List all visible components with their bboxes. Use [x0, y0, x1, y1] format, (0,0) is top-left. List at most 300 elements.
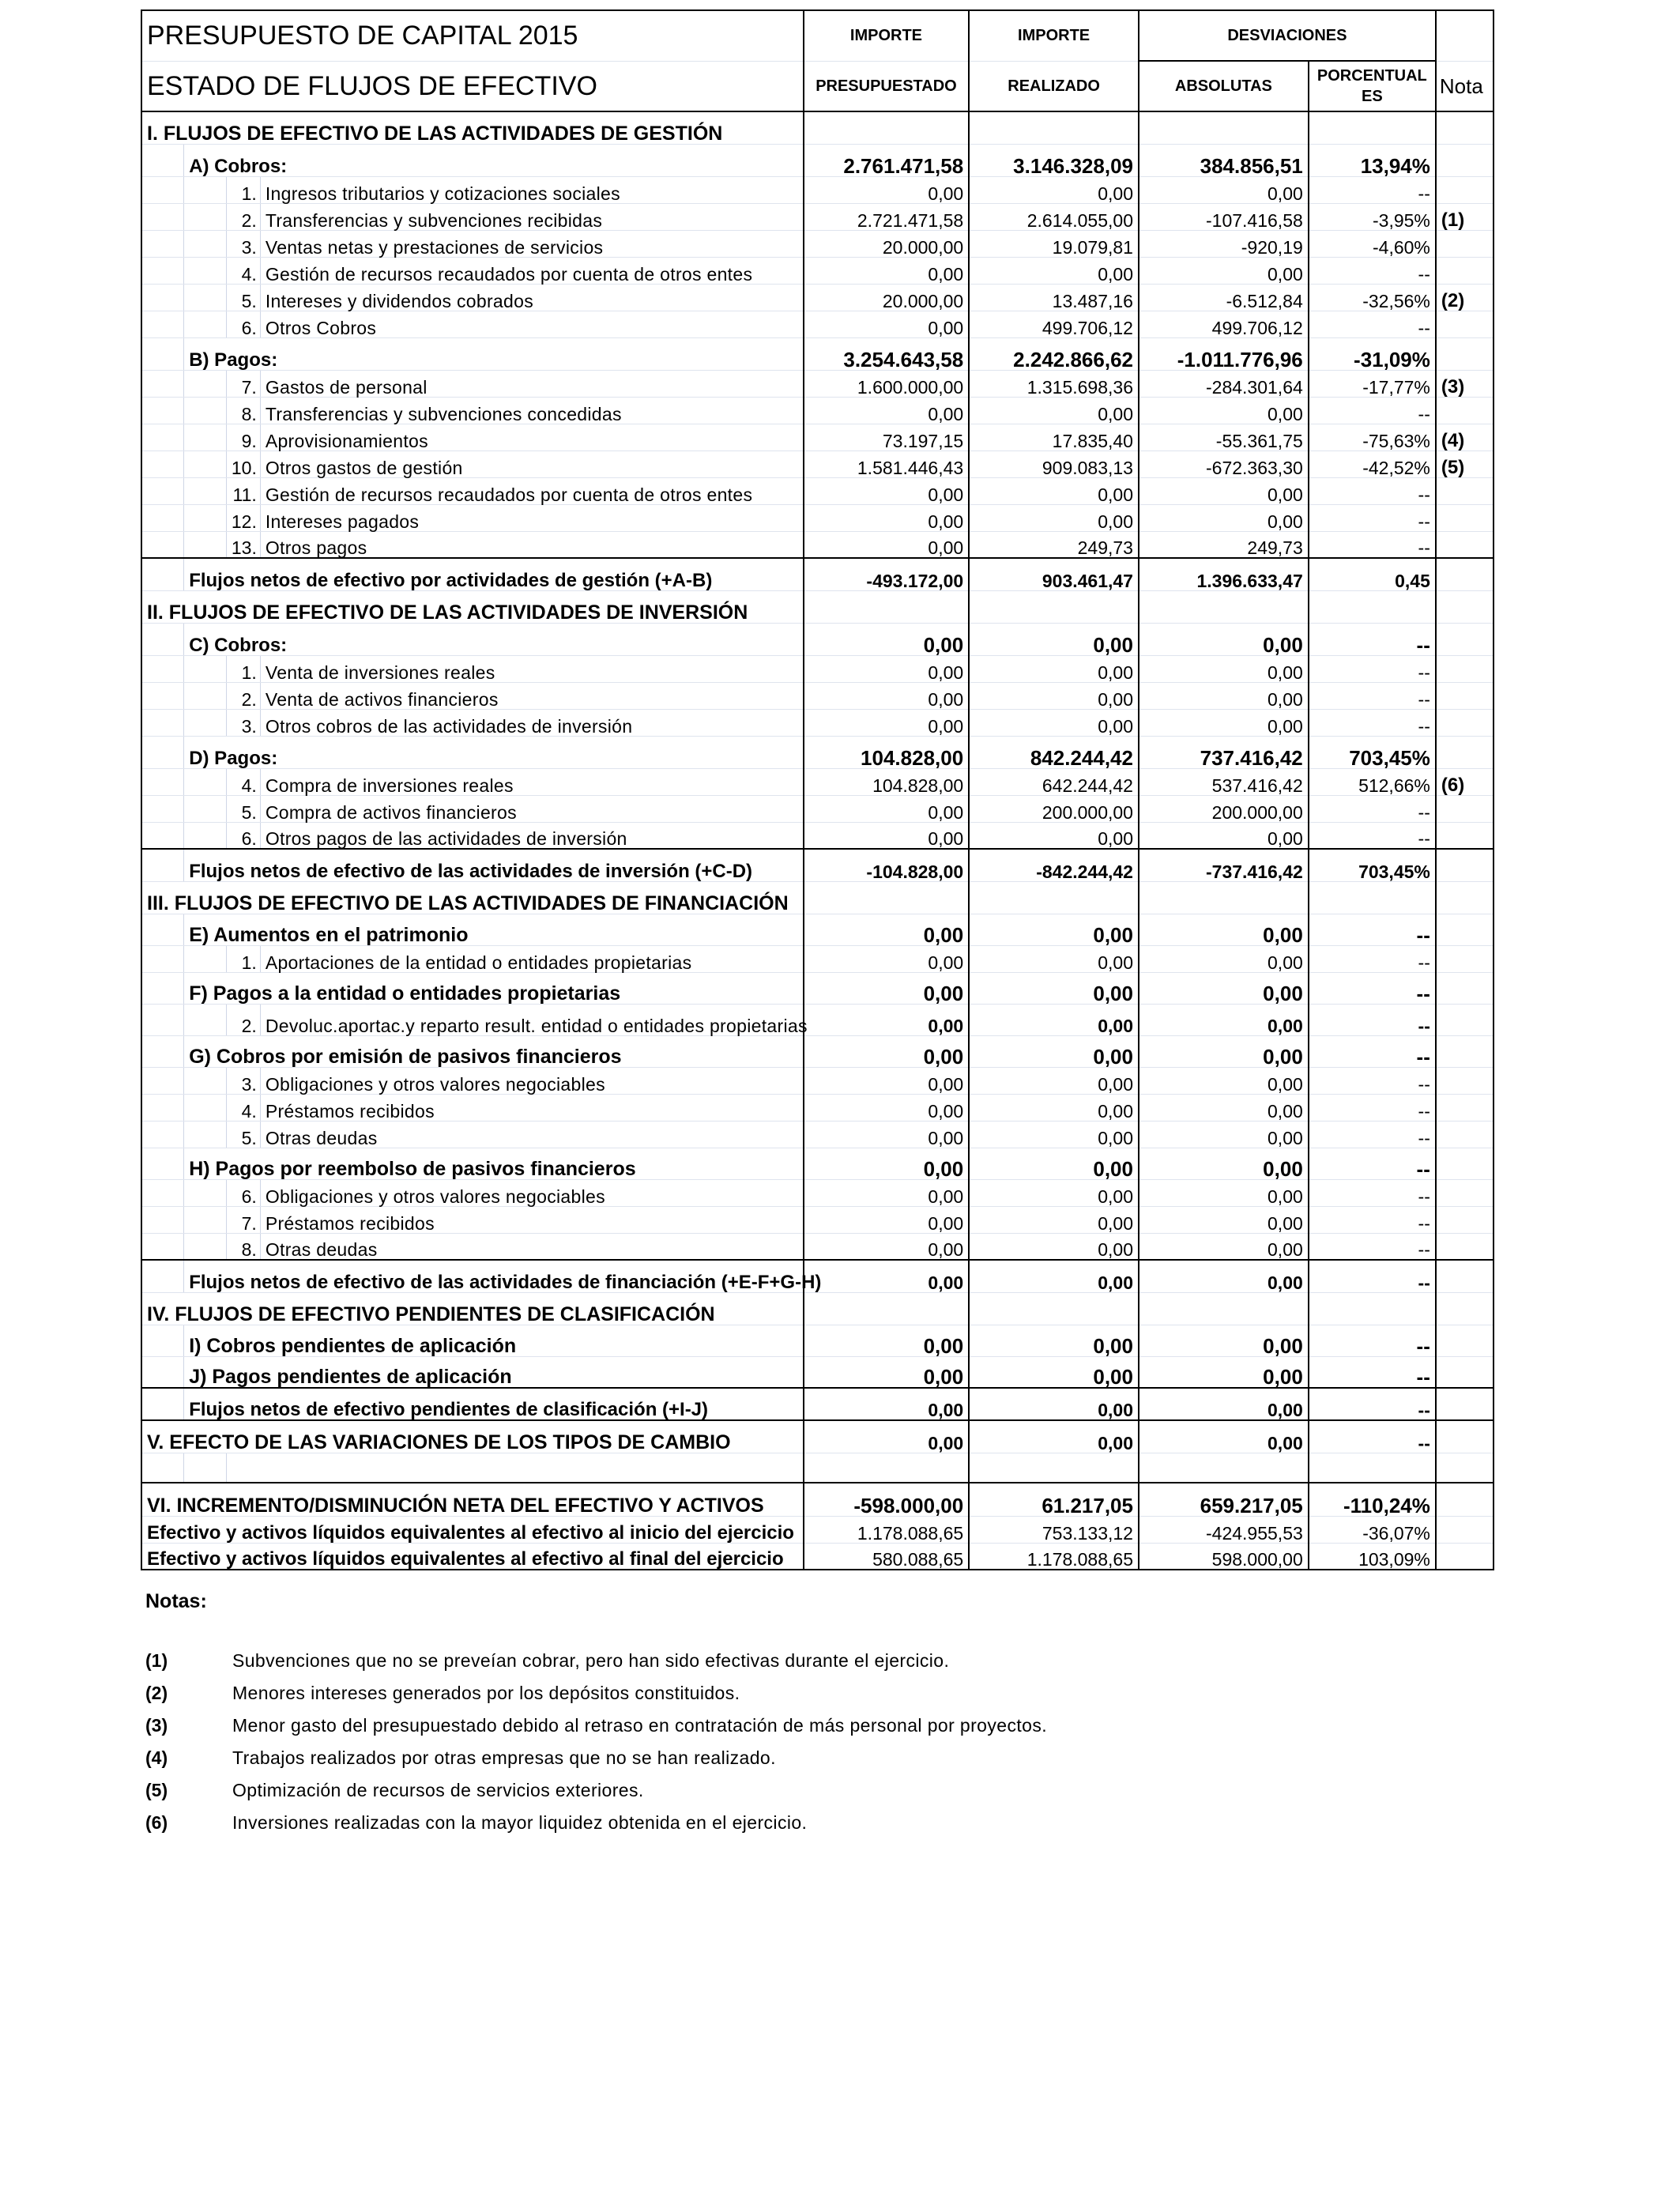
realizado-value: 2.614.055,00: [969, 203, 1139, 230]
presupuestado-value: 0,00: [804, 1420, 969, 1453]
line-number: 8.: [226, 1233, 260, 1260]
note-item: [145, 1677, 1047, 1710]
presupuestado-value: 0,00: [804, 1388, 969, 1420]
nota-ref: [1436, 1067, 1494, 1094]
presupuestado-value: 20.000,00: [804, 230, 969, 257]
absolutas-value: -920,19: [1139, 230, 1309, 257]
header-row-1: [141, 10, 1494, 61]
presupuestado-value: 580.088,65: [804, 1543, 969, 1570]
empty-cell: [1309, 590, 1436, 623]
nota-ref: [1436, 1121, 1494, 1148]
note-number: (3): [145, 1715, 168, 1736]
realizado-value: 0,00: [969, 1420, 1139, 1453]
presupuestado-value: 0,00: [804, 477, 969, 504]
porcentual-value: --: [1309, 397, 1436, 424]
porcentual-value: 512,66%: [1309, 768, 1436, 795]
line-number: 7.: [226, 370, 260, 397]
absolutas-value: 0,00: [1139, 1094, 1309, 1121]
presupuestado-value: 0,00: [804, 1148, 969, 1179]
absolutas-value: -6.512,84: [1139, 284, 1309, 311]
porcentual-value: --: [1309, 1388, 1436, 1420]
row-label: VI. INCREMENTO/DISMINUCIÓN NETA DEL EFECTIVO Y ACTIVOS: [141, 1483, 804, 1516]
nota-ref: [1436, 230, 1494, 257]
row-label: Venta de activos financieros: [260, 682, 803, 709]
presupuestado-value: 0,00: [804, 1356, 969, 1388]
sectionv-row: [141, 1420, 1494, 1453]
section-row: [141, 111, 1494, 144]
absolutas-value: 0,00: [1139, 257, 1309, 284]
nota-header-spacer: [1436, 10, 1494, 61]
absolutas-value: 0,00: [1139, 1121, 1309, 1148]
presupuestado-value: 2.721.471,58: [804, 203, 969, 230]
presupuestado-value: 0,00: [804, 1325, 969, 1356]
porcentual-value: --: [1309, 1356, 1436, 1388]
indent-cell: [141, 1260, 184, 1292]
col-realizado: REALIZADO: [969, 61, 1139, 111]
realizado-value: 0,00: [969, 1233, 1139, 1260]
nota-ref: (5): [1436, 450, 1494, 477]
porcentual-value: --: [1309, 623, 1436, 655]
nota-ref: [1436, 822, 1494, 849]
note-item: [145, 1710, 1047, 1742]
presupuestado-value: 0,00: [804, 655, 969, 682]
row-label: Compra de inversiones reales: [260, 768, 803, 795]
cash-flow-table: [141, 9, 1494, 1570]
note-text: Inversiones realizadas con la mayor liquidez obtenida en el ejercicio.: [232, 1812, 808, 1833]
realizado-value: 0,00: [969, 1035, 1139, 1067]
table-row: [141, 1067, 1494, 1094]
nota-ref: (3): [1436, 370, 1494, 397]
presupuestado-value: 20.000,00: [804, 284, 969, 311]
realizado-value: 0,00: [969, 1094, 1139, 1121]
absolutas-value: 0,00: [1139, 682, 1309, 709]
row-label: Otras deudas: [260, 1233, 803, 1260]
absolutas-value: 0,00: [1139, 1035, 1309, 1067]
table-row: [141, 1004, 1494, 1035]
porcentual-value: --: [1309, 795, 1436, 822]
absolutas-value: 737.416,42: [1139, 736, 1309, 768]
table-row: [141, 1179, 1494, 1206]
porcentual-value: --: [1309, 709, 1436, 736]
realizado-value: 0,00: [969, 1325, 1139, 1356]
empty-cell: [804, 1453, 969, 1483]
indent-cell: [141, 257, 184, 284]
indent-cell: [141, 1356, 184, 1388]
line-number: 4.: [226, 257, 260, 284]
row-label: Otros Cobros: [260, 311, 803, 337]
nota-ref: [1436, 682, 1494, 709]
indent-cell: [184, 1233, 227, 1260]
row-label: Intereses pagados: [260, 504, 803, 531]
realizado-value: 0,00: [969, 1388, 1139, 1420]
indent-cell: [141, 424, 184, 450]
section-title: I. FLUJOS DE EFECTIVO DE LAS ACTIVIDADES DE GESTIÓN: [141, 111, 804, 144]
indent-cell: [141, 972, 184, 1004]
empty-cell: [1139, 111, 1309, 144]
presupuestado-value: 0,00: [804, 1035, 969, 1067]
note-number: (4): [145, 1747, 168, 1768]
empty-cell: [1139, 1292, 1309, 1325]
row-label: Ingresos tributarios y cotizaciones sociales: [260, 176, 803, 203]
line-number: 1.: [226, 945, 260, 972]
line-number: 5.: [226, 1121, 260, 1148]
indent-cell: [141, 914, 184, 945]
porcentual-value: -32,56%: [1309, 284, 1436, 311]
porcentual-value: --: [1309, 1206, 1436, 1233]
indent-cell: [141, 709, 184, 736]
absolutas-value: 200.000,00: [1139, 795, 1309, 822]
line-number: 5.: [226, 284, 260, 311]
realizado-value: 249,73: [969, 531, 1139, 558]
total-row: [141, 849, 1494, 881]
indent-cell: [184, 1067, 227, 1094]
row-label: H) Pagos por reembolso de pasivos financieros: [184, 1148, 804, 1179]
presupuestado-value: 0,00: [804, 397, 969, 424]
realizado-value: 909.083,13: [969, 450, 1139, 477]
table-row: [141, 1094, 1494, 1121]
note-number: (1): [145, 1650, 168, 1671]
presupuestado-value: 0,00: [804, 972, 969, 1004]
absolutas-value: 0,00: [1139, 972, 1309, 1004]
realizado-value: 0,00: [969, 176, 1139, 203]
row-label: Préstamos recibidos: [260, 1206, 803, 1233]
note-number: (2): [145, 1683, 168, 1703]
nota-ref: [1436, 972, 1494, 1004]
nota-ref: [1436, 311, 1494, 337]
subtotal-row: [141, 1035, 1494, 1067]
nota-ref: [1436, 1094, 1494, 1121]
presupuestado-value: 104.828,00: [804, 768, 969, 795]
porcentual-value: -3,95%: [1309, 203, 1436, 230]
line-number: 3.: [226, 230, 260, 257]
table-row: [141, 682, 1494, 709]
porcentual-value: --: [1309, 1420, 1436, 1453]
empty-cell: [1436, 1292, 1494, 1325]
absolutas-value: 0,00: [1139, 1206, 1309, 1233]
row-label: Flujos netos de efectivo de las actividades de financiación (+E-F+G-H): [184, 1260, 804, 1292]
row-label: Aportaciones de la entidad o entidades propietarias: [260, 945, 803, 972]
line-number: 3.: [226, 709, 260, 736]
porcentual-value: --: [1309, 1094, 1436, 1121]
absolutas-value: 0,00: [1139, 655, 1309, 682]
cash-flow-sheet: [141, 9, 1494, 1570]
absolutas-value: -672.363,30: [1139, 450, 1309, 477]
nota-ref: [1436, 477, 1494, 504]
indent-cell: [141, 1325, 184, 1356]
realizado-value: 0,00: [969, 1356, 1139, 1388]
realizado-value: 0,00: [969, 1260, 1139, 1292]
row-label: V. EFECTO DE LAS VARIACIONES DE LOS TIPOS DE CAMBIO: [141, 1420, 804, 1453]
line-number: 10.: [226, 450, 260, 477]
absolutas-value: 0,00: [1139, 1260, 1309, 1292]
row-label: Flujos netos de efectivo de las actividades de inversión (+C-D): [184, 849, 804, 881]
note-number: (5): [145, 1780, 168, 1800]
group-row: [141, 736, 1494, 768]
realizado-value: 200.000,00: [969, 795, 1139, 822]
porcentual-value: --: [1309, 477, 1436, 504]
realizado-value: 0,00: [969, 257, 1139, 284]
row-label: E) Aumentos en el patrimonio: [184, 914, 804, 945]
table-row: [141, 1206, 1494, 1233]
indent-cell: [141, 945, 184, 972]
indent-cell: [184, 504, 227, 531]
section-title: II. FLUJOS DE EFECTIVO DE LAS ACTIVIDADES DE INVERSIÓN: [141, 590, 804, 623]
indent-cell: [141, 1206, 184, 1233]
row-label: Flujos netos de efectivo por actividades de gestión (+A-B): [184, 558, 804, 590]
presupuestado-value: 0,00: [804, 914, 969, 945]
nota-ref: [1436, 257, 1494, 284]
nota-ref: [1436, 736, 1494, 768]
row-label: Gestión de recursos recaudados por cuenta de otros entes: [260, 477, 803, 504]
absolutas-value: 0,00: [1139, 176, 1309, 203]
indent-cell: [184, 477, 227, 504]
realizado-value: 0,00: [969, 945, 1139, 972]
absolutas-value: -737.416,42: [1139, 849, 1309, 881]
porcentual-value: 13,94%: [1309, 144, 1436, 176]
row-label: Intereses y dividendos cobrados: [260, 284, 803, 311]
indent-cell: [184, 531, 227, 558]
absolutas-value: 499.706,12: [1139, 311, 1309, 337]
realizado-value: 0,00: [969, 1067, 1139, 1094]
line-number: 4.: [226, 768, 260, 795]
porcentual-value: --: [1309, 1121, 1436, 1148]
row-label: Otros cobros de las actividades de inversión: [260, 709, 803, 736]
row-label: Efectivo y activos líquidos equivalentes al efectivo al final del ejercicio: [141, 1543, 804, 1570]
empty-cell: [1139, 1453, 1309, 1483]
nota-ref: [1436, 1206, 1494, 1233]
realizado-value: 0,00: [969, 477, 1139, 504]
indent-cell: [141, 1094, 184, 1121]
nota-ref: [1436, 1260, 1494, 1292]
realizado-value: 0,00: [969, 914, 1139, 945]
row-label: Efectivo y activos líquidos equivalentes al efectivo al inicio del ejercicio: [141, 1516, 804, 1543]
absolutas-value: 0,00: [1139, 945, 1309, 972]
indent-cell: [184, 795, 227, 822]
realizado-value: 0,00: [969, 822, 1139, 849]
indent-cell: [141, 1067, 184, 1094]
empty-cell: [969, 1453, 1139, 1483]
row-label: A) Cobros:: [184, 144, 804, 176]
line-number: 5.: [226, 795, 260, 822]
absolutas-value: -424.955,53: [1139, 1516, 1309, 1543]
indent-cell: [141, 795, 184, 822]
realizado-value: 903.461,47: [969, 558, 1139, 590]
presupuestado-value: 0,00: [804, 176, 969, 203]
porcentual-value: --: [1309, 311, 1436, 337]
porcentual-value: --: [1309, 1067, 1436, 1094]
presupuestado-value: 0,00: [804, 311, 969, 337]
nota-ref: [1436, 531, 1494, 558]
indent-cell: [184, 1206, 227, 1233]
indent-cell: [141, 144, 184, 176]
absolutas-value: 0,00: [1139, 1148, 1309, 1179]
table-row: [141, 257, 1494, 284]
section-title: III. FLUJOS DE EFECTIVO DE LAS ACTIVIDADES DE FINANCIACIÓN: [141, 881, 804, 914]
total-row: [141, 1260, 1494, 1292]
nota-ref: [1436, 1233, 1494, 1260]
group-row: [141, 623, 1494, 655]
nota-ref: [1436, 655, 1494, 682]
indent-cell: [141, 682, 184, 709]
row-label: Obligaciones y otros valores negociables: [260, 1067, 803, 1094]
porcentual-value: --: [1309, 822, 1436, 849]
empty-cell: [804, 111, 969, 144]
presupuestado-value: 0,00: [804, 623, 969, 655]
empty-cell: [1436, 1453, 1494, 1483]
col-importe-presupuestado: IMPORTE: [804, 10, 969, 61]
presupuestado-value: 0,00: [804, 945, 969, 972]
empty-cell: [804, 1292, 969, 1325]
row-label: Otros pagos de las actividades de inversión: [260, 822, 803, 849]
absolutas-value: 0,00: [1139, 1067, 1309, 1094]
absolutas-value: 0,00: [1139, 397, 1309, 424]
porcentual-value: -110,24%: [1309, 1483, 1436, 1516]
presupuestado-value: 0,00: [804, 257, 969, 284]
porcentual-value: --: [1309, 655, 1436, 682]
indent-cell: [141, 203, 184, 230]
nota-ref: [1436, 623, 1494, 655]
row-label: I) Cobros pendientes de aplicación: [184, 1325, 804, 1356]
col-absolutas: ABSOLUTAS: [1139, 61, 1309, 111]
porcentual-value: --: [1309, 531, 1436, 558]
realizado-value: 0,00: [969, 1206, 1139, 1233]
porcentual-value: --: [1309, 1179, 1436, 1206]
presupuestado-value: 0,00: [804, 1067, 969, 1094]
table-row: [141, 1121, 1494, 1148]
indent-cell: [141, 655, 184, 682]
section-row: [141, 881, 1494, 914]
indent-cell: [184, 370, 227, 397]
indent-cell: [141, 311, 184, 337]
porcentual-value: --: [1309, 1035, 1436, 1067]
empty-cell: [1309, 1453, 1436, 1483]
row-label: D) Pagos:: [184, 736, 804, 768]
realizado-value: 499.706,12: [969, 311, 1139, 337]
indent-cell: [141, 477, 184, 504]
empty-cell: [1436, 881, 1494, 914]
indent-cell: [184, 655, 227, 682]
absolutas-value: -284.301,64: [1139, 370, 1309, 397]
empty-cell: [1436, 590, 1494, 623]
absolutas-value: -107.416,58: [1139, 203, 1309, 230]
col-porcentuales-line1: PORCENTUAL: [1317, 67, 1427, 85]
indent-cell: [141, 230, 184, 257]
presupuestado-value: 0,00: [804, 1233, 969, 1260]
line-number: 1.: [226, 176, 260, 203]
col-porcentuales: [1309, 61, 1436, 111]
indent-cell: [141, 337, 184, 370]
porcentual-value: --: [1309, 257, 1436, 284]
absolutas-value: 0,00: [1139, 1325, 1309, 1356]
porcentual-value: --: [1309, 945, 1436, 972]
porcentual-value: --: [1309, 914, 1436, 945]
realizado-value: 0,00: [969, 682, 1139, 709]
report-subtitle: ESTADO DE FLUJOS DE EFECTIVO: [141, 61, 804, 111]
nota-ref: [1436, 176, 1494, 203]
table-row: [141, 311, 1494, 337]
realizado-value: 0,00: [969, 623, 1139, 655]
absolutas-value: -1.011.776,96: [1139, 337, 1309, 370]
porcentual-value: 103,09%: [1309, 1543, 1436, 1570]
presupuestado-value: -598.000,00: [804, 1483, 969, 1516]
presupuestado-value: 0,00: [804, 531, 969, 558]
row-label: Compra de activos financieros: [260, 795, 803, 822]
realizado-value: 1.178.088,65: [969, 1543, 1139, 1570]
note-item: [145, 1645, 1047, 1677]
table-body: [141, 10, 1494, 1570]
line-number: 11.: [226, 477, 260, 504]
group-row: [141, 144, 1494, 176]
nota-ref: [1436, 337, 1494, 370]
row-label: Gestión de recursos recaudados por cuenta de otros entes: [260, 257, 803, 284]
nota-ref: (1): [1436, 203, 1494, 230]
absolutas-value: 537.416,42: [1139, 768, 1309, 795]
presupuestado-value: 0,00: [804, 795, 969, 822]
header-row-2: [141, 61, 1494, 111]
line-number: 12.: [226, 504, 260, 531]
row-label: Aprovisionamientos: [260, 424, 803, 450]
realizado-value: -842.244,42: [969, 849, 1139, 881]
indent-cell: [141, 176, 184, 203]
porcentual-value: --: [1309, 504, 1436, 531]
realizado-value: 61.217,05: [969, 1483, 1139, 1516]
realizado-value: 3.146.328,09: [969, 144, 1139, 176]
porcentual-value: --: [1309, 972, 1436, 1004]
table-row: [141, 795, 1494, 822]
realizado-value: 0,00: [969, 972, 1139, 1004]
indent-cell: [184, 682, 227, 709]
nota-ref: (2): [1436, 284, 1494, 311]
porcentual-value: 703,45%: [1309, 736, 1436, 768]
realizado-value: 19.079,81: [969, 230, 1139, 257]
presupuestado-value: 0,00: [804, 682, 969, 709]
absolutas-value: 598.000,00: [1139, 1543, 1309, 1570]
empty-cell: [1139, 590, 1309, 623]
empty-cell: [184, 1453, 227, 1483]
line-number: 2.: [226, 1004, 260, 1035]
table-row: [141, 504, 1494, 531]
col-presupuestado: PRESUPUESTADO: [804, 61, 969, 111]
presupuestado-value: 3.254.643,58: [804, 337, 969, 370]
sectionvi-row: [141, 1483, 1494, 1516]
porcentual-value: -4,60%: [1309, 230, 1436, 257]
absolutas-value: 0,00: [1139, 1388, 1309, 1420]
row-label: Otras deudas: [260, 1121, 803, 1148]
note-text: Subvenciones que no se preveían cobrar, pero han sido efectivas durante el ejercicio.: [232, 1650, 950, 1671]
line-number: 2.: [226, 682, 260, 709]
absolutas-value: 0,00: [1139, 1004, 1309, 1035]
absolutas-value: 0,00: [1139, 1420, 1309, 1453]
realizado-value: 1.315.698,36: [969, 370, 1139, 397]
realizado-value: 0,00: [969, 1148, 1139, 1179]
nota-ref: [1436, 1516, 1494, 1543]
col-desviaciones: DESVIACIONES: [1139, 10, 1436, 61]
nota-ref: (4): [1436, 424, 1494, 450]
row-label: G) Cobros por emisión de pasivos financieros: [184, 1035, 804, 1067]
indent-cell: [184, 768, 227, 795]
row-label: Transferencias y subvenciones recibidas: [260, 203, 803, 230]
note-text: Optimización de recursos de servicios exteriores.: [232, 1780, 644, 1800]
row-label: Venta de inversiones reales: [260, 655, 803, 682]
porcentual-value: -17,77%: [1309, 370, 1436, 397]
presupuestado-value: 1.600.000,00: [804, 370, 969, 397]
indent-cell: [184, 311, 227, 337]
col-importe-realizado: IMPORTE: [969, 10, 1139, 61]
row-label: Flujos netos de efectivo pendientes de clasificación (+I-J): [184, 1388, 804, 1420]
note-text: Menor gasto del presupuestado debido al retraso en contratación de más personal por proyectos.: [232, 1715, 1048, 1736]
nota-ref: [1436, 1420, 1494, 1453]
indent-cell: [141, 623, 184, 655]
